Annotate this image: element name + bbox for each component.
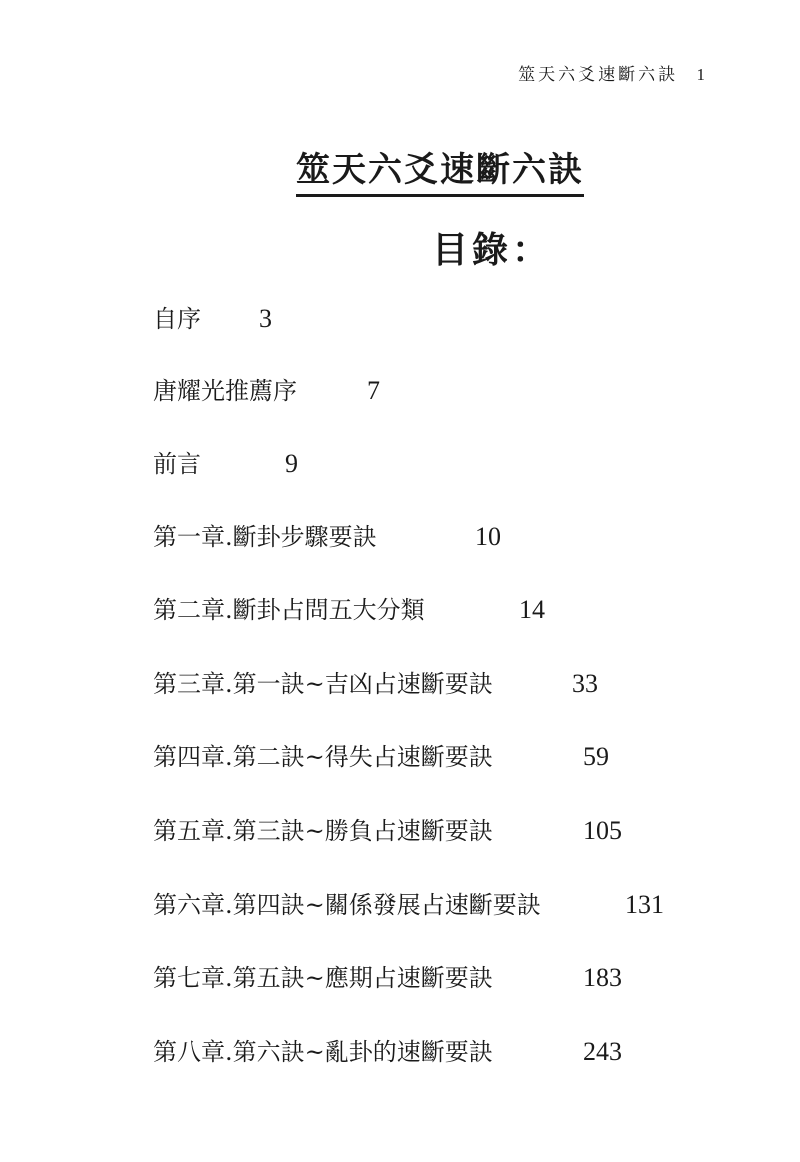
- book-title: 筮天六爻速斷六訣: [296, 148, 584, 197]
- running-header-page-number: 1: [696, 65, 708, 84]
- toc-entry: [153, 668, 598, 700]
- toc-entry-page: 59: [583, 742, 609, 771]
- toc-entry: [153, 889, 664, 921]
- toc-entry-page: 7: [367, 376, 380, 405]
- toc-entry-label: 第三章.第一訣~吉凶占速斷要訣: [153, 670, 493, 698]
- toc-entry: [153, 303, 272, 335]
- toc-entry-label: 第二章.斷卦占問五大分類: [153, 596, 425, 624]
- toc-entry-label: 第五章.第三訣~勝負占速斷要訣: [153, 817, 493, 845]
- toc-entry-label: 第六章.第四訣~關係發展占速斷要訣: [153, 891, 541, 919]
- toc-entry-page: 131: [625, 890, 664, 919]
- toc-entry-label: 自序: [153, 305, 201, 333]
- toc-entry-label: 第四章.第二訣~得失占速斷要訣: [153, 743, 493, 771]
- toc-entry-label: 第一章.斷卦步驟要訣: [153, 523, 377, 551]
- toc-entry: [153, 962, 622, 994]
- toc-entry-page: 33: [572, 669, 598, 698]
- toc-entry-label: 唐耀光推薦序: [153, 377, 297, 405]
- toc-entry-page: 10: [475, 522, 501, 551]
- toc-heading: 目錄：: [432, 230, 553, 271]
- toc-entry-page: 105: [583, 816, 622, 845]
- toc-entry: [153, 1036, 622, 1068]
- toc-entry-label: 第八章.第六訣~亂卦的速斷要訣: [153, 1038, 493, 1066]
- toc-entry: [153, 448, 298, 480]
- toc-entry-page: 3: [259, 304, 272, 333]
- toc-entry: [153, 741, 609, 773]
- toc-entry: [153, 815, 622, 847]
- toc-entry: [153, 594, 545, 626]
- toc-entry-page: 9: [285, 449, 298, 478]
- toc-entry: [153, 521, 501, 553]
- running-header-title: 筮天六爻速斷六訣: [518, 65, 679, 85]
- toc-entry-page: 14: [519, 595, 545, 624]
- toc-entry-label: 第七章.第五訣~應期占速斷要訣: [153, 964, 493, 992]
- running-header: [518, 60, 708, 85]
- toc-entry-label: 前言: [153, 450, 201, 478]
- toc-entry: [153, 375, 380, 407]
- toc-entry-page: 243: [583, 1037, 622, 1066]
- toc-entry-page: 183: [583, 963, 622, 992]
